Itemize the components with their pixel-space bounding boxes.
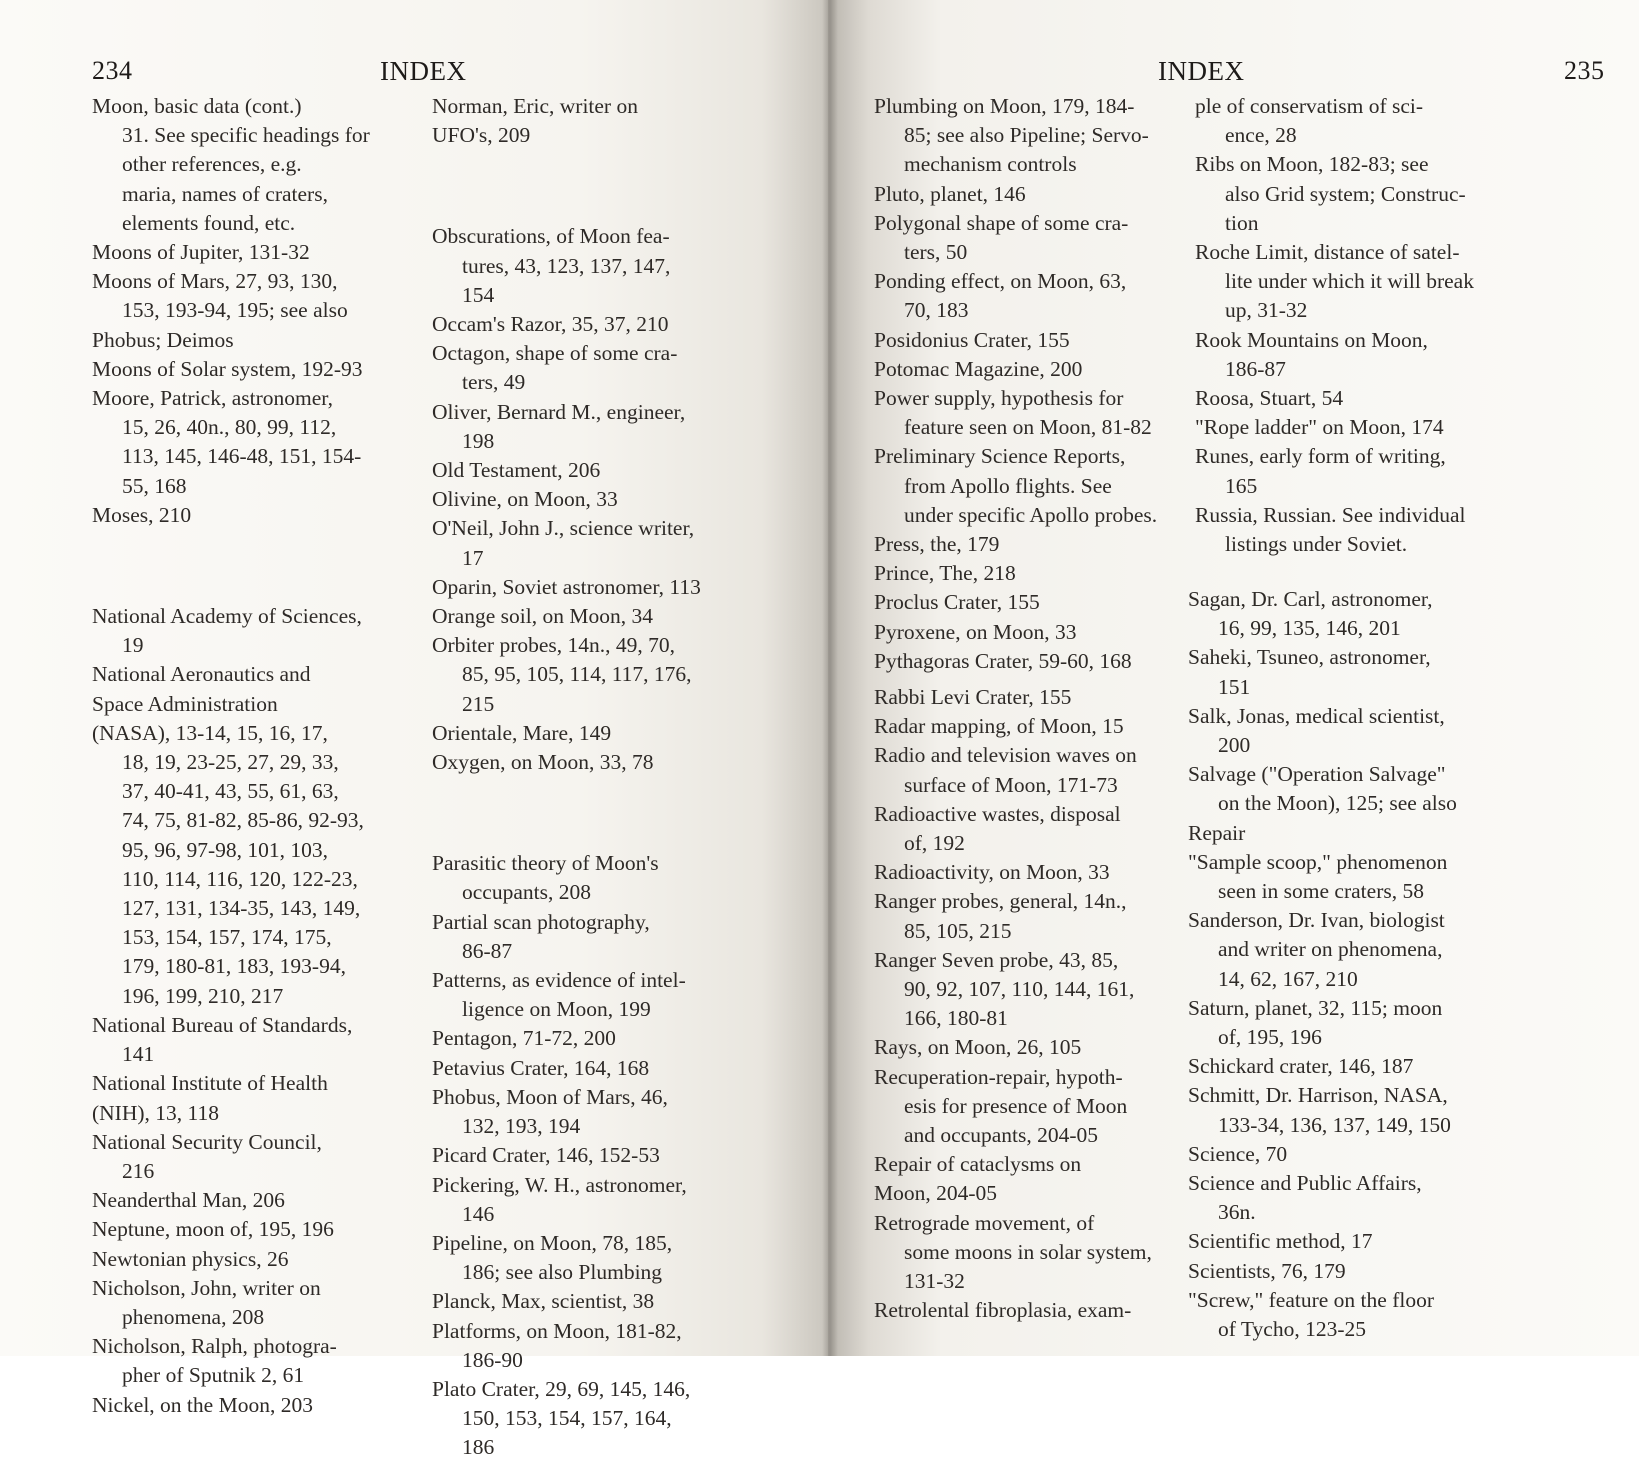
index-line: 18, 19, 23-25, 27, 29, 33,: [122, 750, 339, 775]
right-running-head: INDEX: [1158, 56, 1245, 86]
index-line: under specific Apollo probes.: [904, 502, 1158, 527]
index-line: Ponding effect, on Moon, 63,: [874, 269, 1127, 294]
index-line: National Academy of Sciences,: [92, 604, 362, 629]
index-line: 127, 131, 134-35, 143, 149,: [122, 896, 361, 921]
index-line: Sagan, Dr. Carl, astronomer,: [1188, 587, 1433, 611]
index-line: 15, 26, 40n., 80, 99, 112,: [122, 415, 337, 440]
index-line: tures, 43, 123, 137, 147,: [462, 253, 671, 278]
index-line: Ranger Seven probe, 43, 85,: [874, 947, 1119, 972]
index-line: Space Administration: [92, 691, 278, 716]
index-line: 165: [1225, 473, 1258, 498]
index-line: "Rope ladder" on Moon, 174: [1195, 415, 1444, 440]
left-page-number: 234: [92, 56, 133, 85]
index-line: Roche Limit, distance of satel-: [1195, 240, 1460, 265]
index-line: Platforms, on Moon, 181-82,: [432, 1318, 682, 1343]
index-line: Newtonian physics, 26: [92, 1246, 289, 1271]
index-line: Planck, Max, scientist, 38: [432, 1289, 655, 1314]
index-line: 95, 96, 97-98, 101, 103,: [122, 837, 329, 862]
index-line: Moons of Jupiter, 131-32: [92, 240, 310, 265]
left-column-2: [432, 92, 701, 1463]
index-line: 36n.: [1218, 1200, 1256, 1225]
index-line: Scientific method, 17: [1188, 1229, 1373, 1254]
index-line: 153, 154, 157, 174, 175,: [122, 925, 332, 950]
index-line: esis for presence of Moon: [904, 1093, 1128, 1118]
index-line: ligence on Moon, 199: [462, 997, 651, 1022]
index-line: 166, 180-81: [904, 1006, 1008, 1031]
index-line: Nicholson, John, writer on: [92, 1275, 321, 1300]
index-line: 186: [462, 1435, 495, 1460]
index-line: other references, e.g.: [122, 152, 302, 177]
index-line: Retrograde movement, of: [874, 1210, 1095, 1235]
index-line: 186-90: [462, 1347, 523, 1372]
index-line: Pipeline, on Moon, 78, 185,: [432, 1230, 673, 1255]
index-line: lite under which it will break: [1225, 269, 1474, 294]
index-line: Moons of Mars, 27, 93, 130,: [92, 269, 338, 294]
index-line: occupants, 208: [462, 880, 591, 905]
index-line: Runes, early form of writing,: [1195, 444, 1446, 469]
index-line: Power supply, hypothesis for: [874, 386, 1124, 411]
index-line: Oxygen, on Moon, 33, 78: [432, 750, 654, 775]
index-line: 186-87: [1225, 356, 1286, 381]
index-line: Pyroxene, on Moon, 33: [874, 619, 1077, 644]
index-line: 186; see also Plumbing: [462, 1260, 663, 1285]
index-line: Pythagoras Crater, 59-60, 168: [874, 648, 1132, 673]
index-line: 86-87: [462, 938, 513, 963]
index-line: 19: [122, 633, 144, 658]
index-line: Plato Crater, 29, 69, 145, 146,: [432, 1376, 691, 1401]
index-line: 151: [1218, 674, 1251, 699]
index-line: Moore, Patrick, astronomer,: [92, 386, 333, 411]
index-line: Orbiter probes, 14n., 49, 70,: [432, 633, 676, 658]
index-line: Picard Crater, 146, 152-53: [432, 1143, 660, 1168]
index-line: 85, 95, 105, 114, 117, 176,: [462, 662, 692, 687]
index-line: pher of Sputnik 2, 61: [122, 1363, 305, 1388]
index-line: Schmitt, Dr. Harrison, NASA,: [1188, 1083, 1448, 1108]
index-line: Saheki, Tsuneo, astronomer,: [1188, 645, 1431, 670]
index-line: "Sample scoop," phenomenon: [1188, 849, 1448, 874]
index-line: 90, 92, 107, 110, 144, 161,: [904, 977, 1135, 1002]
index-line: Polygonal shape of some cra-: [874, 210, 1129, 235]
index-line: 153, 193-94, 195; see also: [122, 298, 348, 323]
index-line: maria, names of craters,: [122, 181, 328, 206]
index-line: Retrolental fibroplasia, exam-: [874, 1298, 1132, 1323]
index-line: Pickering, W. H., astronomer,: [432, 1172, 687, 1197]
index-line: feature seen on Moon, 81-82: [904, 415, 1152, 440]
index-line: Science and Public Affairs,: [1188, 1171, 1422, 1196]
index-line: 200: [1218, 733, 1251, 758]
index-line: Salk, Jonas, medical scientist,: [1188, 703, 1445, 728]
index-line: Partial scan photography,: [432, 909, 650, 934]
index-line: Phobus; Deimos: [92, 327, 234, 352]
index-line: Orange soil, on Moon, 34: [432, 604, 653, 629]
index-line: 216: [122, 1158, 155, 1183]
index-line: Potomac Magazine, 200: [874, 356, 1083, 381]
index-line: Petavius Crater, 164, 168: [432, 1055, 650, 1080]
index-line: phenomena, 208: [122, 1304, 265, 1329]
index-line: 17: [462, 545, 484, 570]
index-line: 55, 168: [122, 473, 187, 498]
index-line: 113, 145, 146-48, 151, 154-: [122, 444, 362, 469]
index-line: Proclus Crater, 155: [874, 590, 1040, 615]
index-line: National Aeronautics and: [92, 662, 311, 687]
index-line: Radio and television waves on: [874, 743, 1137, 768]
index-line: 179, 180-81, 183, 193-94,: [122, 954, 346, 979]
section-gap: [92, 552, 370, 581]
index-line: on the Moon), 125; see also: [1218, 791, 1457, 816]
right-column-1: [874, 92, 1157, 676]
index-line: 146: [462, 1201, 495, 1226]
index-line: from Apollo flights. See: [904, 473, 1112, 498]
index-line: Schickard crater, 146, 187: [1188, 1054, 1414, 1079]
index-line: Moses, 210: [92, 502, 192, 527]
index-line: Octagon, shape of some cra-: [432, 341, 678, 366]
index-line: Radioactivity, on Moon, 33: [874, 860, 1110, 885]
section-gap: [432, 172, 701, 201]
index-line: 37, 40-41, 43, 55, 61, 63,: [122, 779, 339, 804]
index-line: Saturn, planet, 32, 115; moon: [1188, 995, 1443, 1020]
index-line: up, 31-32: [1225, 298, 1308, 323]
index-line: (NIH), 13, 118: [92, 1100, 219, 1125]
index-line: mechanism controls: [904, 152, 1077, 177]
index-line: Neptune, moon of, 195, 196: [92, 1217, 334, 1242]
index-line: Posidonius Crater, 155: [874, 327, 1070, 352]
index-line: 154: [462, 282, 495, 307]
index-line: Radioactive wastes, disposal: [874, 801, 1121, 826]
index-line: 70, 183: [904, 298, 969, 323]
index-line: Oliver, Bernard M., engineer,: [432, 399, 686, 424]
index-line: National Security Council,: [92, 1129, 322, 1154]
index-line: listings under Soviet.: [1225, 532, 1408, 557]
index-line: Ribs on Moon, 182-83; see: [1195, 152, 1429, 177]
right-column-1-r-section: [874, 683, 1152, 1325]
index-line: Rays, on Moon, 26, 105: [874, 1035, 1082, 1060]
index-line: ence, 28: [1225, 123, 1297, 148]
index-line: 150, 153, 154, 157, 164,: [462, 1406, 672, 1431]
index-line: Repair: [1188, 820, 1246, 845]
index-line: Radar mapping, of Moon, 15: [874, 714, 1124, 739]
index-line: tion: [1225, 210, 1259, 235]
index-line: Phobus, Moon of Mars, 46,: [432, 1084, 668, 1109]
index-line: Moon, 204-05: [874, 1181, 998, 1206]
index-line: Nicholson, Ralph, photogra-: [92, 1334, 337, 1359]
index-line: 31. See specific headings for: [122, 123, 370, 148]
index-line: Press, the, 179: [874, 532, 1000, 557]
index-line: Preliminary Science Reports,: [874, 444, 1126, 469]
index-line: 85, 105, 215: [904, 918, 1012, 943]
index-line: Nickel, on the Moon, 203: [92, 1392, 313, 1417]
index-line: Repair of cataclysms on: [874, 1152, 1082, 1177]
index-line: Olivine, on Moon, 33: [432, 487, 618, 512]
index-line: National Institute of Health: [92, 1071, 328, 1096]
index-line: 196, 199, 210, 217: [122, 983, 284, 1008]
section-gap: [432, 799, 701, 828]
index-line: Moon, basic data (cont.): [92, 94, 302, 118]
index-line: and occupants, 204-05: [904, 1123, 1099, 1148]
index-line: 132, 193, 194: [462, 1114, 581, 1139]
index-line: Norman, Eric, writer on: [432, 94, 638, 118]
index-line: 131-32: [904, 1269, 965, 1294]
index-line: Rook Mountains on Moon,: [1195, 327, 1428, 352]
index-line: Moons of Solar system, 192-93: [92, 356, 363, 381]
right-column-2: [1195, 92, 1474, 559]
index-line: Orientale, Mare, 149: [432, 720, 612, 745]
index-line: of Tycho, 123-25: [1218, 1317, 1366, 1342]
index-line: Science, 70: [1188, 1141, 1288, 1166]
right-column-2-s-section: [1188, 585, 1457, 1344]
index-line: elements found, etc.: [122, 210, 296, 235]
gutter-shadow: [822, 0, 838, 1356]
index-line: O'Neil, John J., science writer,: [432, 516, 695, 541]
index-line: Oparin, Soviet astronomer, 113: [432, 574, 701, 599]
index-line: and writer on phenomena,: [1218, 937, 1443, 962]
index-line: Roosa, Stuart, 54: [1195, 386, 1344, 411]
left-running-head: INDEX: [380, 56, 467, 86]
index-line: Patterns, as evidence of intel-: [432, 968, 686, 993]
index-line: Pluto, planet, 146: [874, 181, 1026, 206]
index-line: of, 192: [904, 831, 965, 856]
index-line: some moons in solar system,: [904, 1239, 1152, 1264]
index-line: Prince, The, 218: [874, 561, 1016, 586]
index-line: ple of conservatism of sci-: [1195, 94, 1424, 118]
index-line: 74, 75, 81-82, 85-86, 92-93,: [122, 808, 364, 833]
index-line: ters, 50: [904, 240, 968, 265]
index-line: Rabbi Levi Crater, 155: [874, 685, 1072, 709]
index-line: Obscurations, of Moon fea-: [432, 224, 670, 249]
index-line: of, 195, 196: [1218, 1025, 1322, 1050]
index-line: Neanderthal Man, 206: [92, 1188, 285, 1213]
index-line: 14, 62, 167, 210: [1218, 966, 1358, 991]
index-line: Occam's Razor, 35, 37, 210: [432, 312, 669, 337]
index-line: National Bureau of Standards,: [92, 1012, 353, 1037]
index-line: Recuperation-repair, hypoth-: [874, 1064, 1123, 1089]
index-line: ters, 49: [462, 370, 526, 395]
index-line: Parasitic theory of Moon's: [432, 851, 659, 876]
index-line: 141: [122, 1042, 155, 1067]
index-line: 198: [462, 428, 495, 453]
index-line: Scientists, 76, 179: [1188, 1258, 1346, 1283]
index-line: Pentagon, 71-72, 200: [432, 1026, 616, 1051]
right-page-number: 235: [1564, 56, 1605, 85]
index-line: Russia, Russian. See individual: [1195, 502, 1466, 527]
index-line: 16, 99, 135, 146, 201: [1218, 616, 1401, 641]
index-line: Salvage ("Operation Salvage": [1188, 762, 1446, 787]
index-line: Sanderson, Dr. Ivan, biologist: [1188, 908, 1445, 933]
index-line: (NASA), 13-14, 15, 16, 17,: [92, 720, 328, 745]
index-line: 215: [462, 691, 495, 716]
index-line: also Grid system; Construc-: [1225, 181, 1466, 206]
index-line: surface of Moon, 171-73: [904, 772, 1118, 797]
index-line: seen in some craters, 58: [1218, 879, 1424, 904]
index-line: "Screw," feature on the floor: [1188, 1287, 1434, 1312]
index-line: Old Testament, 206: [432, 458, 601, 483]
right-page: [828, 0, 1639, 1356]
index-line: Ranger probes, general, 14n.,: [874, 889, 1127, 914]
index-line: 110, 114, 116, 120, 122-23,: [122, 866, 358, 891]
index-line: UFO's, 209: [432, 123, 531, 148]
index-line: 85; see also Pipeline; Servo-: [904, 123, 1149, 148]
index-line: Plumbing on Moon, 179, 184-: [874, 94, 1135, 118]
index-line: 133-34, 136, 137, 149, 150: [1218, 1112, 1451, 1137]
left-column-1: [92, 92, 370, 1420]
